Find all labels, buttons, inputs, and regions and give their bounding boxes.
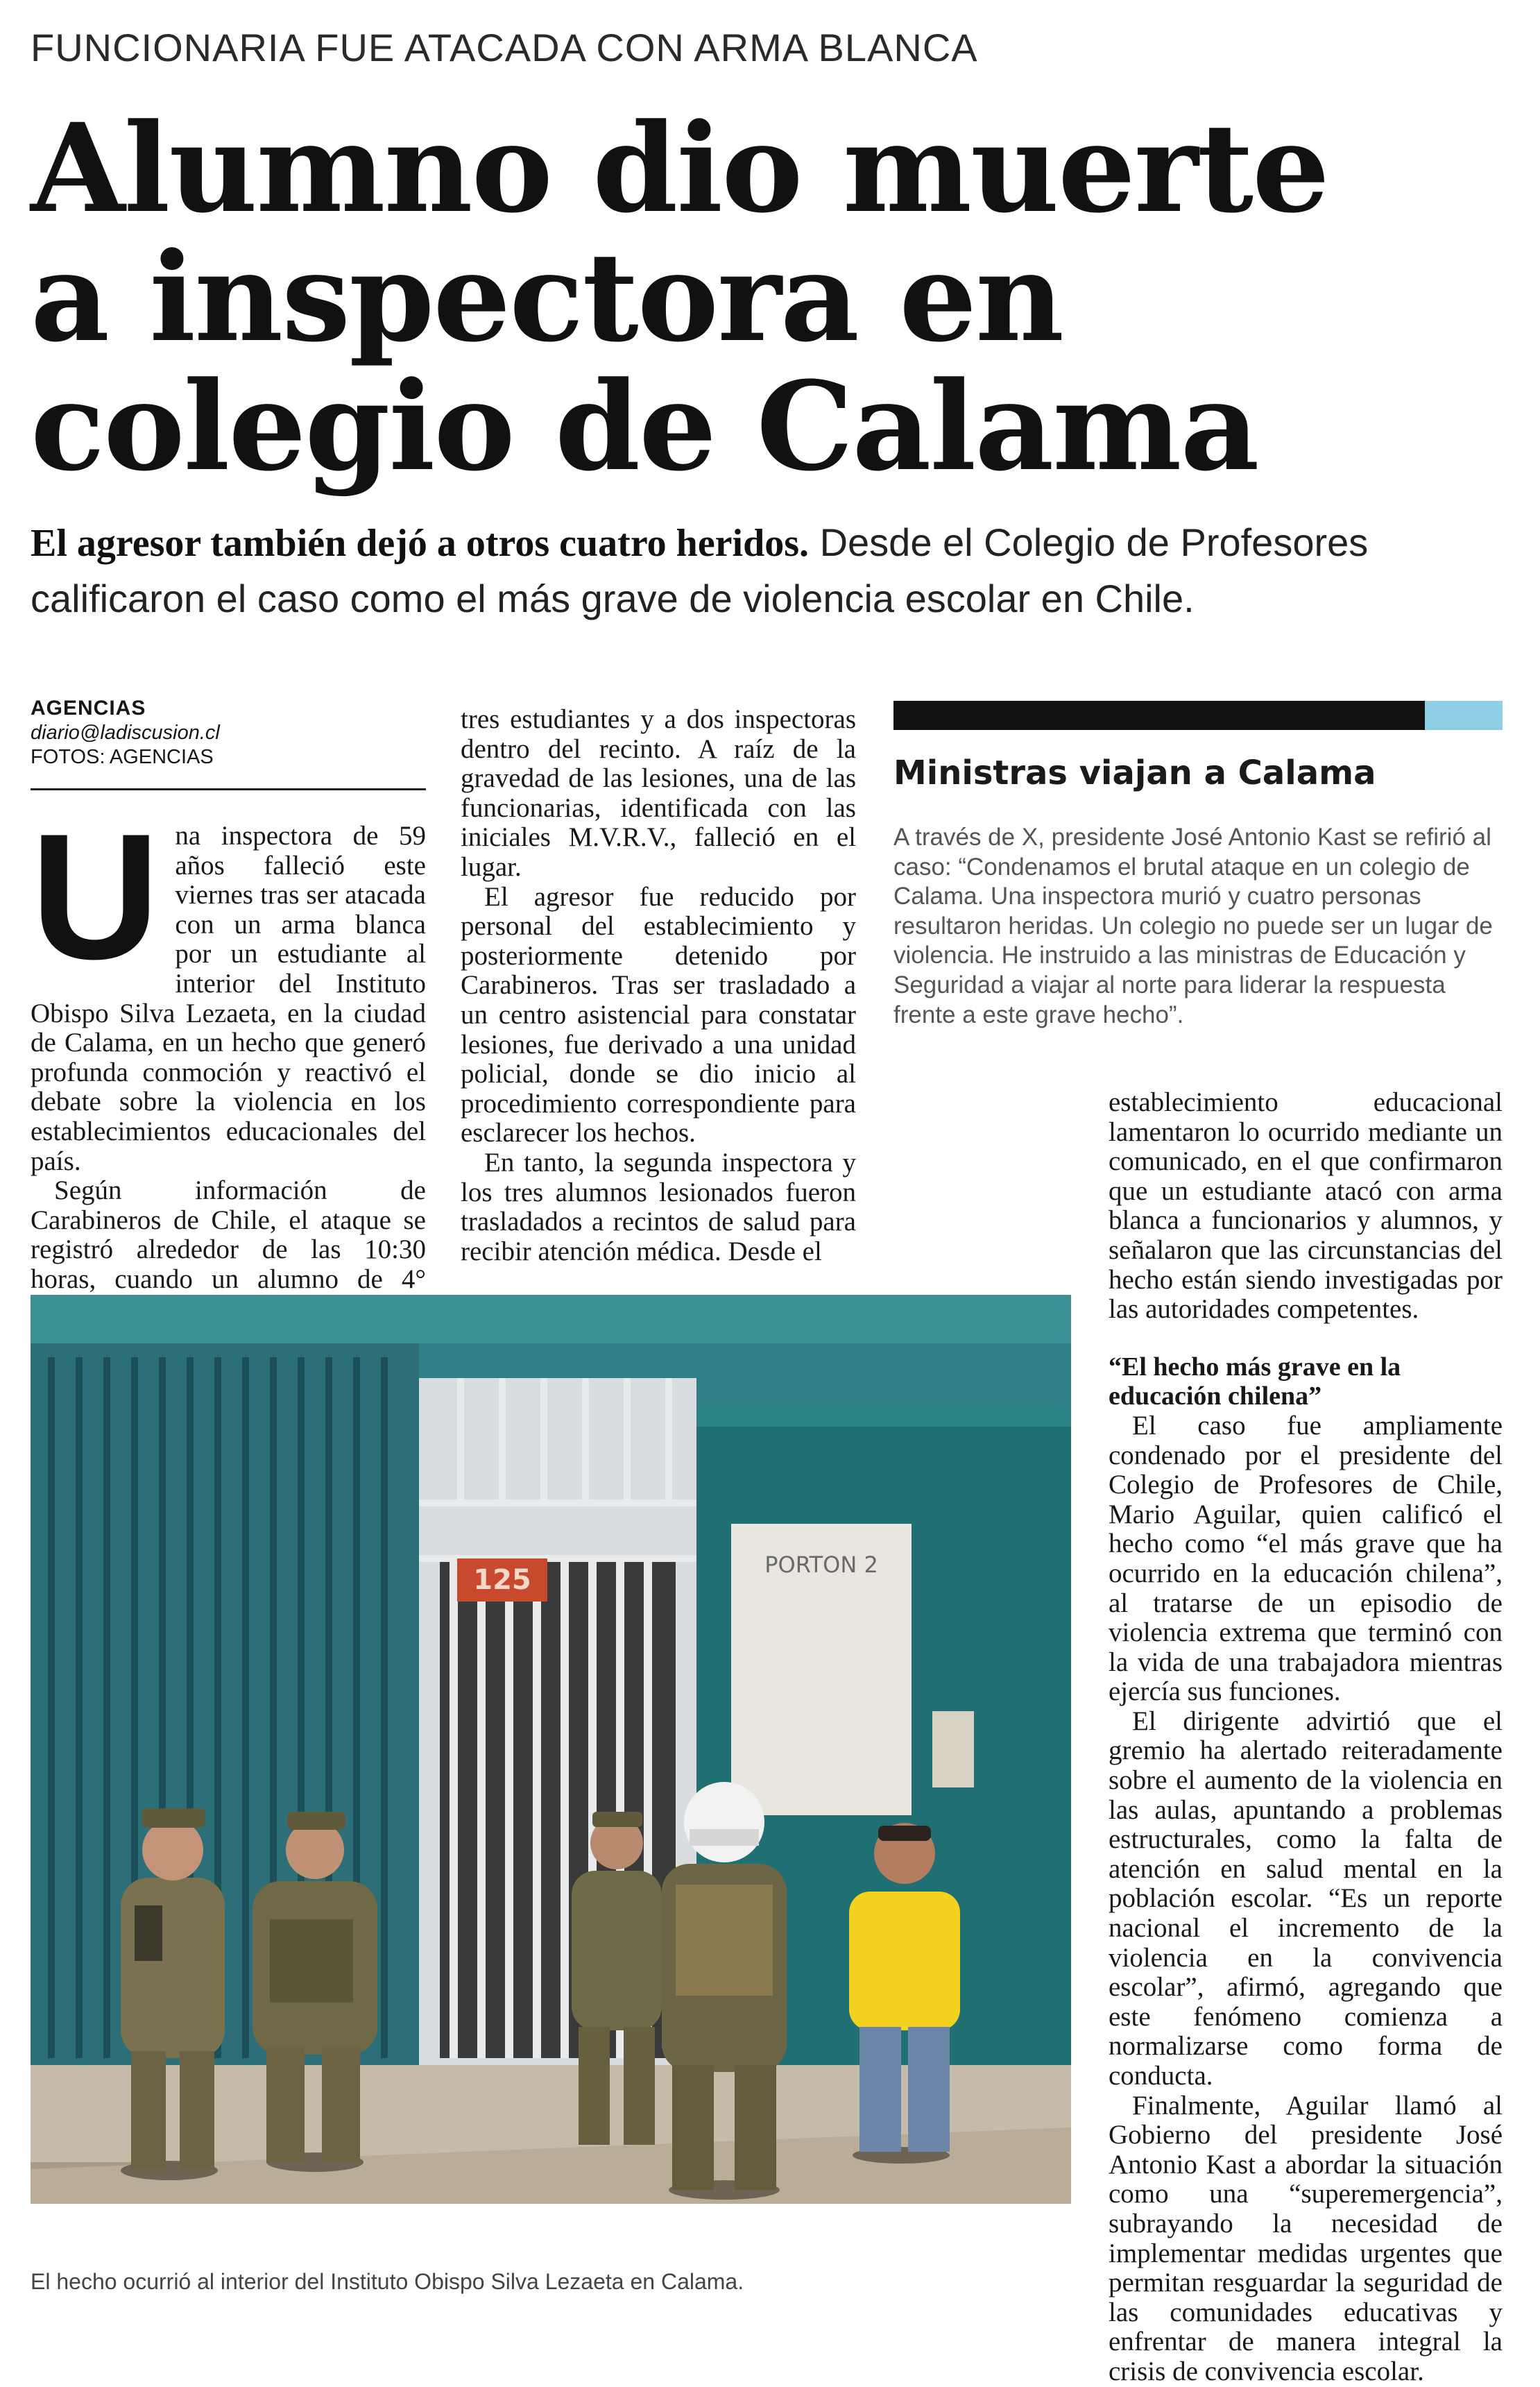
body-column-2 xyxy=(461,705,856,1266)
headline-line-1: Alumno dio muerte xyxy=(31,96,1328,240)
door-number: 125 xyxy=(473,1564,531,1596)
body-paragraph: Finalmente, Aguilar llamó al Gobierno del presidente José Antonio Kast a abordar la situación como una “superemergencia”, subrayando la necesidad de implementar medidas urgentes que permitan resguardar la seguridad de las comunidades educativas y enfrentar de manera integral la crisis de convivencia escolar. xyxy=(1109,2090,1503,2386)
sidebar-bar xyxy=(893,701,1425,730)
byline-rule xyxy=(31,788,426,790)
body-paragraph: El dirigente advirtió que el gremio ha alertado reiteradamente sobre el aumento de la violencia en las aulas, apuntando a problemas estructurales, como la falta de atención en salud mental en la población escolar. “Es un reporte nacional el incremento de la violencia en la convivencia escolar”, afirmó, agregando que este fenómeno comienza a normalizarse como forma de conducta. xyxy=(1109,1706,1503,2091)
subhead-text: Desde el Colegio de Profesores calificaron el caso como el más grave de violencia escolar en Chile. xyxy=(31,520,1369,620)
body-paragraph: En tanto, la segunda inspectora y los tres alumnos lesionados fueron trasladados a recintos de salud para recibir atención médica. Desde el xyxy=(461,1147,856,1266)
kicker: FUNCIONARIA FUE ATACADA CON ARMA BLANCA xyxy=(31,26,978,69)
subhead xyxy=(31,515,1508,627)
section-subtitle: “El hecho más grave en la educación chilena” xyxy=(1109,1352,1401,1411)
sidebar-bar-accent xyxy=(1425,701,1503,730)
body-paragraph: El caso fue ampliamente condenado por el presidente del Colegio de Profesores de Chile, Mario Aguilar, quien calificó el hecho como “el más grave que ha ocurrido en la educación chilena”, al tratarse de un episodio de violencia extrema que terminó con la vida de una trabajadora mientras ejercía sus funciones. xyxy=(1109,1410,1503,1707)
body-paragraph: Según información de Carabineros de Chile, el ataque se registró alrededor de las 10:30 horas, cuando un alumno de 4° xyxy=(31,1175,426,1294)
body-paragraph: na inspectora de 59 años falleció este viernes tras ser atacada con un arma blanca por un estudiante al interior del Instituto Obispo Silva Lezaeta, en la ciudad de Calama, en un hecho que generó profunda conmoción y reactivó el debate sobre la violencia en los establecimientos educacionales del país. xyxy=(31,821,426,1176)
byline-agency: AGENCIAS xyxy=(31,697,146,720)
photo-caption: El hecho ocurrió al interior del Instituto Obispo Silva Lezaeta en Calama. xyxy=(31,2269,744,2294)
body-column-3 xyxy=(1109,1088,1503,2387)
body-paragraph: El agresor fue reducido por personal del establecimiento y posteriormente detenido por Carabineros. Tras ser trasladado a un centro asistencial para constatar lesiones, fue derivado a una unidad policial, donde se dio inicio al procedimiento correspondiente para esclarecer los hechos. xyxy=(461,881,856,1148)
headline xyxy=(31,96,1522,498)
headline-line-2: a inspectora en xyxy=(31,226,1063,369)
body-column-1 xyxy=(31,796,426,1324)
sidebar-text: A través de X, presidente José Antonio Kast se refirió al caso: “Condenamos el brutal ataque en un colegio de Calama. Una inspectora murió y cuatro personas resultaron heridas. Un colegio no puede ser un lugar de violencia. He instruido a las ministras de Educación y Seguridad a viajar al norte para liderar la respuesta frente a este grave hecho”. xyxy=(893,824,1493,1028)
sidebar-title: Ministras viajan a Calama xyxy=(893,754,1376,792)
news-photo xyxy=(31,1295,1071,2204)
sign-text: PORTON 2 xyxy=(764,1552,878,1578)
body-paragraph: tres estudiantes y a dos inspectoras dentro del recinto. A raíz de la gravedad de las lesiones, una de las funcionarias, identificada con las iniciales M.V.R.V., falleció en el lugar. xyxy=(461,704,856,882)
byline-email: diario@ladiscusion.cl xyxy=(31,722,220,744)
byline xyxy=(31,697,426,769)
drop-cap: U xyxy=(31,796,160,996)
headline-line-3: colegio de Calama xyxy=(31,355,1258,498)
byline-photos: FOTOS: AGENCIAS xyxy=(31,746,214,768)
body-paragraph: establecimiento educacional lamentaron lo ocurrido mediante un comunicado, en el que confirmaron que un estudiante atacó con arma blanca a funcionarios y alumnos, y señalaron que las circunstancias del hecho están siendo investigadas por las autoridades competentes. xyxy=(1109,1087,1503,1325)
subhead-bold: El agresor también dejó a otros cuatro heridos. xyxy=(31,522,810,565)
